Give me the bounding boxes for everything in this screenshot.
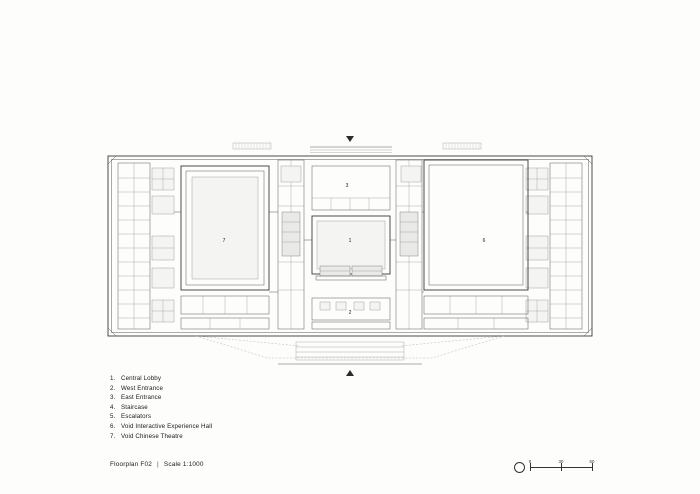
staircase — [281, 166, 301, 182]
title-separator: | — [157, 461, 159, 468]
void-chinese-theatre — [181, 166, 269, 329]
north-circle-icon — [514, 462, 525, 473]
central-lobby — [312, 166, 390, 329]
room-number-7: 7 — [222, 238, 226, 244]
legend-label: Escalators — [121, 413, 152, 421]
room-number-3: 3 — [345, 183, 349, 189]
void-interactive-experience-hall — [424, 160, 528, 329]
legend-number: 4. — [110, 403, 116, 411]
west-service-band — [118, 163, 174, 329]
legend — [110, 374, 212, 441]
sheet-title-block — [110, 461, 204, 468]
legend-item — [110, 432, 212, 442]
legend-label: Void Chinese Theatre — [121, 432, 183, 440]
legend-number: 3. — [110, 394, 116, 402]
legend-item — [110, 384, 212, 394]
east-service-band — [526, 163, 582, 329]
scale-tick-30 — [561, 463, 562, 471]
room-number-2: 2 — [348, 310, 352, 316]
room-number-6: 6 — [482, 238, 486, 244]
legend-item — [110, 412, 212, 422]
legend-label: Central Lobby — [121, 375, 162, 382]
room-number-1: 1 — [348, 238, 352, 244]
legend-item — [110, 393, 212, 403]
scale-tick-0 — [530, 463, 531, 471]
legend-number: 5. — [110, 413, 116, 421]
legend-label: Void Interactive Experience Hall — [121, 422, 213, 430]
scale-bar — [514, 459, 595, 474]
legend-number: 2. — [110, 384, 116, 392]
legend-label: East Entrance — [121, 394, 162, 402]
legend-item — [110, 374, 212, 384]
top-canopy — [233, 136, 481, 153]
legend-number: 6. — [110, 422, 116, 430]
drawing-title: Floorplan F02 — [110, 461, 153, 468]
scale-label-60: 60 — [589, 459, 595, 464]
south-plaza — [196, 336, 504, 376]
legend-number: 7. — [110, 432, 116, 440]
legend-item — [110, 403, 212, 413]
scale-label-0: 0 — [528, 459, 532, 464]
legend-number: 1. — [110, 375, 116, 382]
legend-label: West Entrance — [121, 384, 164, 392]
scale-label-30: 30 — [558, 459, 564, 464]
legend-item — [110, 422, 212, 432]
legend-label: Staircase — [121, 403, 148, 411]
scale-tick-60 — [592, 463, 593, 471]
drawing-scale: Scale 1:1000 — [163, 461, 204, 468]
